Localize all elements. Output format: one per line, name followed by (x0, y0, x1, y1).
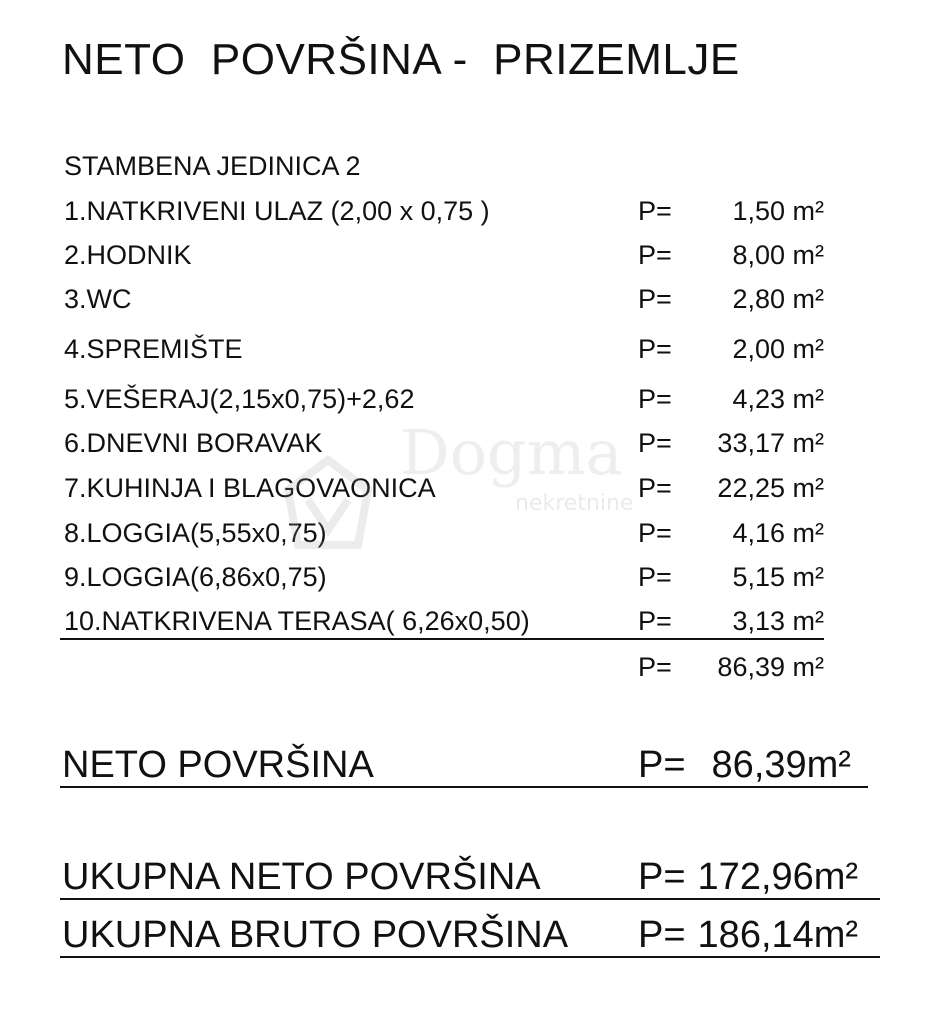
room-name: 8.LOGGIA(5,55x0,75) (64, 518, 327, 548)
area-unit: m² (792, 284, 824, 314)
area-unit: m² (792, 562, 824, 592)
area-prefix: P= (638, 473, 672, 503)
room-area (638, 604, 824, 638)
room-row (0, 332, 945, 366)
total-value: 172,96m² (697, 856, 859, 898)
total-prefix: P= (638, 856, 686, 898)
room-name: 2.HODNIK (64, 240, 192, 270)
room-row (0, 426, 945, 460)
total-value: 86,39m² (711, 744, 851, 786)
area-unit: m² (792, 334, 824, 364)
room-area (638, 194, 824, 228)
total-label: UKUPNA NETO POVRŠINA (62, 856, 541, 898)
room-area (638, 426, 824, 460)
area-value: 3,13 (732, 606, 785, 636)
room-row (0, 382, 945, 416)
total-prefix: P= (638, 914, 686, 956)
room-name: 3.WC (64, 284, 132, 314)
total-underline (60, 898, 880, 900)
room-area (638, 332, 824, 366)
area-prefix: P= (638, 652, 672, 682)
room-area (638, 516, 824, 550)
area-value: 33,17 (717, 428, 785, 458)
room-area (638, 471, 824, 505)
total-row-ukupna-neto (0, 854, 945, 900)
subtotal-area (638, 650, 824, 684)
total-underline (60, 786, 868, 788)
area-prefix: P= (638, 384, 672, 414)
area-value: 1,50 (732, 196, 785, 226)
total-label: NETO POVRŠINA (62, 744, 374, 786)
area-value: 2,80 (732, 284, 785, 314)
area-unit: m² (792, 606, 824, 636)
room-row (0, 238, 945, 272)
room-name: 10.NATKRIVENA TERASA( 6,26x0,50) (64, 606, 530, 636)
subtotal-divider (60, 638, 824, 640)
area-unit: m² (792, 518, 824, 548)
total-area (638, 912, 858, 958)
room-name: 7.KUHINJA I BLAGOVAONICA (64, 473, 436, 503)
page-title: NETO POVRŠINA - PRIZEMLJE (62, 35, 740, 84)
total-area (638, 854, 858, 900)
area-prefix: P= (638, 334, 672, 364)
room-name: 4.SPREMIŠTE (64, 334, 243, 364)
room-area (638, 282, 824, 316)
subtotal-value: 86,39 (717, 652, 785, 682)
area-value: 2,00 (732, 334, 785, 364)
room-name: 5.VEŠERAJ(2,15x0,75)+2,62 (64, 384, 415, 414)
room-area (638, 382, 824, 416)
area-unit: m² (792, 652, 824, 682)
total-prefix: P= (638, 744, 686, 786)
area-prefix: P= (638, 196, 672, 226)
area-unit: m² (792, 196, 824, 226)
area-value: 22,25 (717, 473, 785, 503)
total-value: 186,14m² (697, 914, 859, 956)
total-underline (60, 956, 880, 958)
area-value: 4,23 (732, 384, 785, 414)
total-area (638, 742, 851, 788)
area-unit: m² (792, 384, 824, 414)
area-unit: m² (792, 428, 824, 458)
area-prefix: P= (638, 518, 672, 548)
area-prefix: P= (638, 240, 672, 270)
area-prefix: P= (638, 284, 672, 314)
area-value: 8,00 (732, 240, 785, 270)
room-row (0, 194, 945, 228)
room-row (0, 282, 945, 316)
area-value: 5,15 (732, 562, 785, 592)
total-label: UKUPNA BRUTO POVRŠINA (62, 914, 569, 956)
area-unit: m² (792, 240, 824, 270)
room-row (0, 471, 945, 505)
unit-heading: STAMBENA JEDINICA 2 (64, 151, 361, 181)
area-prefix: P= (638, 562, 672, 592)
area-prefix: P= (638, 606, 672, 636)
area-unit: m² (792, 473, 824, 503)
room-row (0, 604, 945, 638)
area-prefix: P= (638, 428, 672, 458)
room-name: 6.DNEVNI BORAVAK (64, 428, 323, 458)
room-area (638, 238, 824, 272)
total-row-neto (0, 742, 945, 788)
room-area (638, 560, 824, 594)
area-value: 4,16 (732, 518, 785, 548)
room-row (0, 560, 945, 594)
room-name: 1.NATKRIVENI ULAZ (2,00 x 0,75 ) (64, 196, 490, 226)
watermark-logo-icon (268, 450, 388, 570)
watermark-brand: Dogma (400, 416, 623, 489)
watermark-sub: nekretnine (515, 491, 634, 516)
room-row (0, 516, 945, 550)
room-name: 9.LOGGIA(6,86x0,75) (64, 562, 327, 592)
total-row-ukupna-bruto (0, 912, 945, 958)
